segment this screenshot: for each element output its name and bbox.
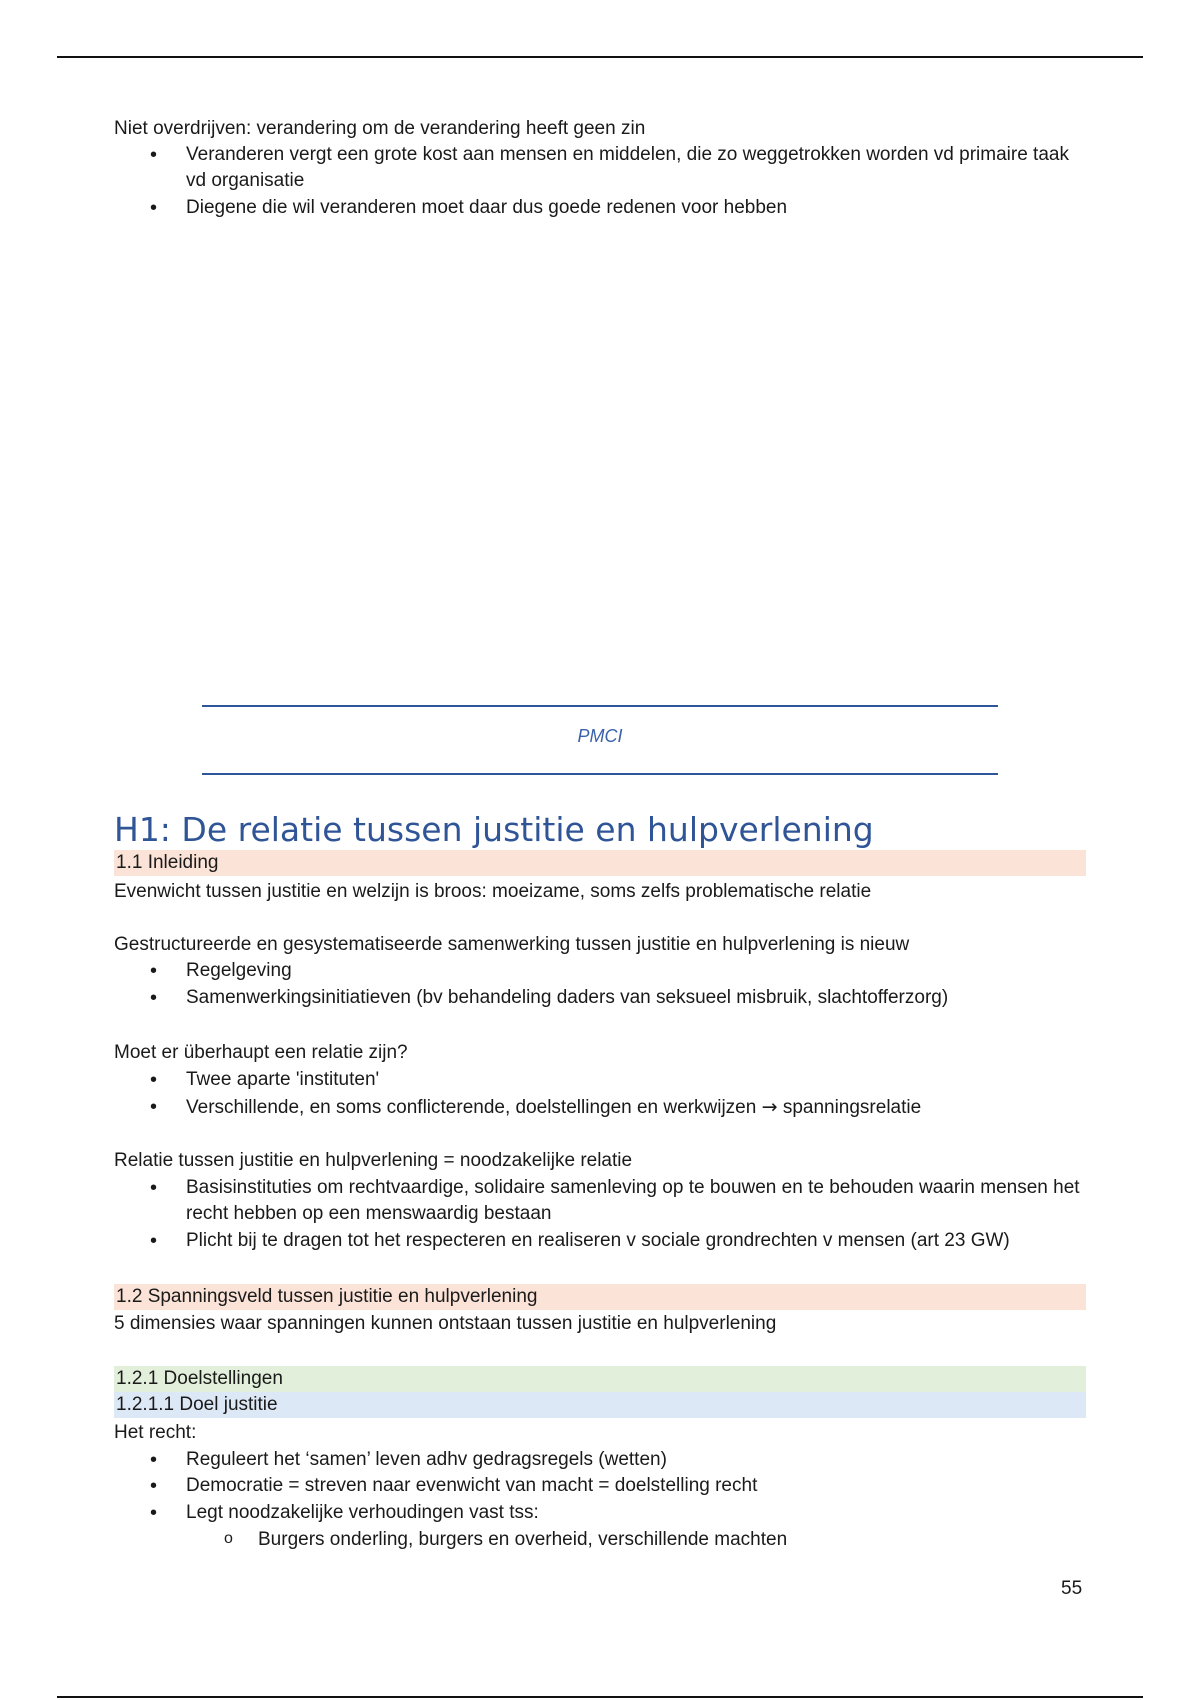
paragraph: 5 dimensies waar spanningen kunnen ontstaan tussen justitie en hulpverlening <box>114 1313 777 1334</box>
list-item: • Twee aparte 'instituten' <box>186 1067 1086 1093</box>
header-rule <box>57 56 1143 58</box>
banner-label: PMCI <box>577 726 623 746</box>
list-item: • Veranderen vergt een grote kost aan mensen en middelen, die zo weggetrokken worden vd primaire taak vd organisatie <box>186 142 1086 194</box>
arrow-right-icon: → <box>761 1096 778 1118</box>
chapter-title: H1: De relatie tussen justitie en hulpverlening <box>114 810 874 849</box>
list-item: • Legt noodzakelijke verhoudingen vast tss: <box>186 1500 1086 1526</box>
subsection-heading: 1.2.1 Doelstellingen <box>114 1366 1086 1392</box>
list-item: • Basisinstituties om rechtvaardige, solidaire samenleving op te bouwen en te behouden waarin mensen het recht hebben op een menswaardig bestaan <box>186 1175 1086 1227</box>
paragraph: Gestructureerde en gesystematiseerde samenwerking tussen justitie en hulpverlening is nieuw <box>114 934 910 955</box>
banner-bottom-line <box>202 773 998 775</box>
footer-rule <box>57 1696 1143 1698</box>
paragraph: Relatie tussen justitie en hulpverlening = noodzakelijke relatie <box>114 1150 633 1171</box>
section-heading: 1.1 Inleiding <box>114 850 1086 876</box>
list-item-text: Verschillende, en soms conflicterende, doelstellingen en werkwijzen <box>186 1097 757 1118</box>
paragraph: Het recht: <box>114 1422 197 1443</box>
list-item: • Regelgeving <box>186 958 1086 984</box>
list-item-text: spanningsrelatie <box>782 1097 922 1118</box>
paragraph: Evenwicht tussen justitie en welzijn is broos: moeizame, soms zelfs problematische relatie <box>114 881 872 902</box>
section-heading: 1.2 Spanningsveld tussen justitie en hulpverlening <box>114 1284 1086 1310</box>
page-number: 55 <box>1061 1578 1083 1599</box>
list-item: • Plicht bij te dragen tot het respecteren en realiseren v sociale grondrechten v mensen (art 23 GW) <box>186 1228 1086 1254</box>
list-item <box>186 1094 1086 1121</box>
list-item: • Samenwerkingsinitiatieven (bv behandeling daders van seksueel misbruik, slachtofferzorg) <box>186 985 1086 1011</box>
list-item: • Diegene die wil veranderen moet daar dus goede redenen voor hebben <box>186 195 1086 221</box>
list-item: • Democratie = streven naar evenwicht van macht = doelstelling recht <box>186 1473 1086 1499</box>
intro-paragraph: Niet overdrijven: verandering om de verandering heeft geen zin <box>114 118 646 139</box>
sub-list-item: o Burgers onderling, burgers en overheid, verschillende machten <box>258 1527 787 1553</box>
paragraph: Moet er überhaupt een relatie zijn? <box>114 1042 408 1063</box>
banner-top-line <box>202 705 998 707</box>
list-item: • Reguleert het ‘samen’ leven adhv gedragsregels (wetten) <box>186 1447 1086 1473</box>
subsubsection-heading: 1.2.1.1 Doel justitie <box>114 1392 1086 1418</box>
